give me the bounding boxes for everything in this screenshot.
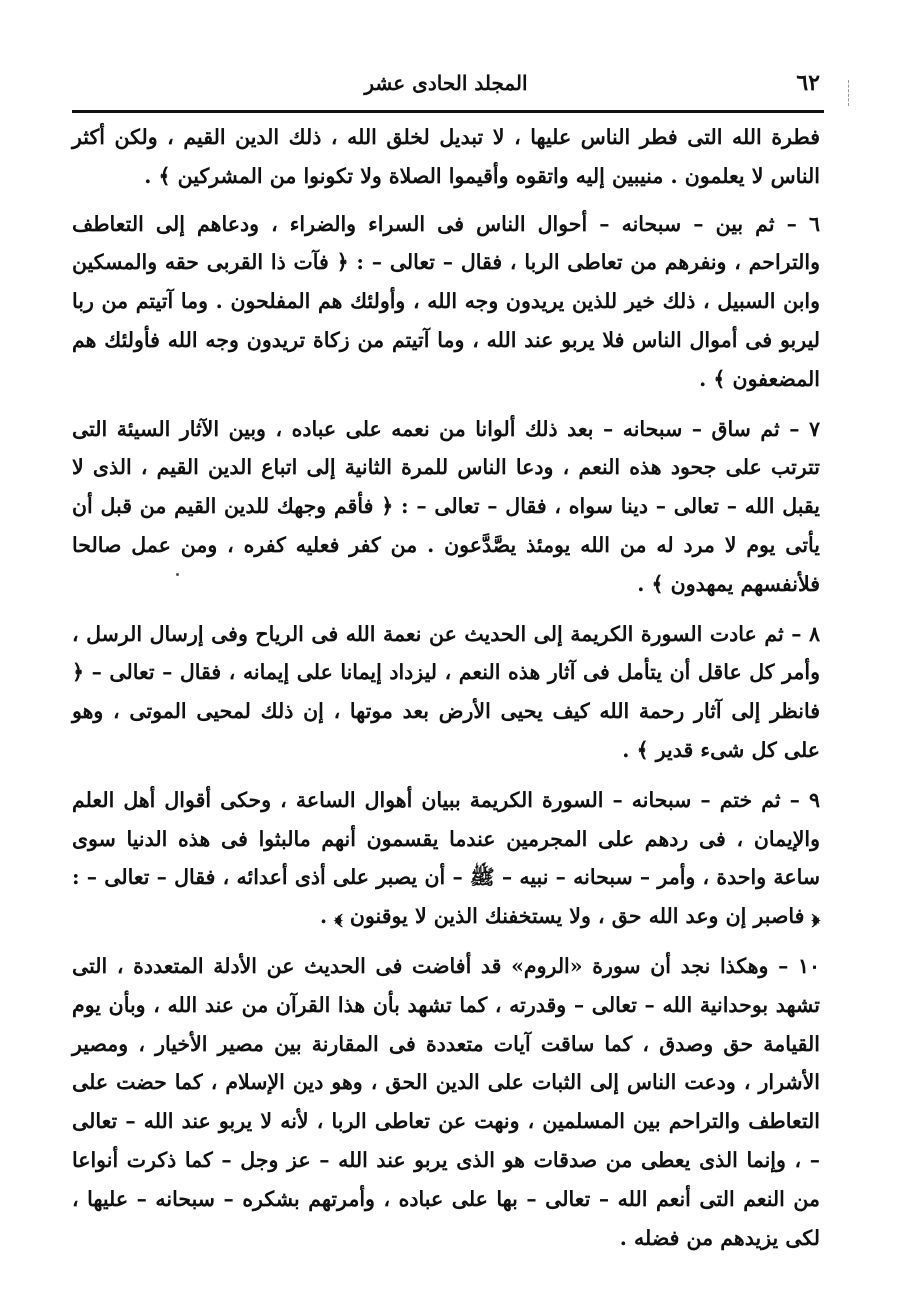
scan-speck xyxy=(176,573,179,576)
paragraph-7: ٧ – ثم ساق – سبحانه – بعد ذلك ألوانا من نعمه على عباده ، وبين الآثار السيئة التى تترتب على جحود هذه النعم ، ودعا الناس للمرة الثانية إلى اتباع الدين القيم ، الذى لا يقبل الله – تعالى – دينا سواه ، فقال – تعالى – : ﴿ فأقم وجهك للدين القيم من قبل أن يأتى يوم لا مرد له من الله يومئذ يصَّدَّعون . من كفر فعليه كفره ، ومن عمل صالحا فلأنفسهم يمهدون ﴾ . xyxy=(72,416,820,596)
paragraph-10: ١٠ – وهكذا نجد أن سورة «الروم» قد أفاضت فى الحديث عن الأدلة المتعددة ، التى تشهد بوحدانية الله – تعالى – وقدرته ، كما تشهد بأن هذا القرآن من عند الله ، وبأن يوم القيامة حق وصدق ، كما ساقت آيات متعددة فى المقارنة بين مصير الأخيار ، ومصير الأشرار ، ودعت الناس إلى الثبات على الدين الحق ، وهو دين الإسلام ، كما حضت على التعاطف والتراحم بين المسلمين ، ونهت عن تعاطى الربا ، لأنه لا يربو عند الله – تعالى – ، وإنما الذى يعطى من صدقات هو الذى يربو عند الله – عز وجل – كما ذكرت أنواعا من النعم التى أنعم الله – تعالى – بها على عباده ، وأمرتهم بشكره – سبحانه – عليها ، لكى يزيدهم من فضله . xyxy=(72,953,820,1250)
running-title: المجلد الحادى عشر xyxy=(364,71,528,95)
body-text xyxy=(72,118,820,1268)
paragraph-9: ٩ – ثم ختم – سبحانه – السورة الكريمة ببيان أهوال الساعة ، وحكى أقوال أهل العلم والإيمان ، فى ردهم على المجرمين عندما يقسمون أنهم مالبثوا فى هذه الدنيا سوى ساعة واحدة ، وأمر – سبحانه – نبيه – ﷺ – أن يصبر على أذى أعدائه ، فقال – تعالى – : ﴿ فاصبر إن وعد الله حق ، ولا يستخفنك الذين لا يوقنون ﴾ . xyxy=(72,787,820,929)
paragraph-6: ٦ – ثم بين – سبحانه – أحوال الناس فى السراء والضراء ، ودعاهم إلى التعاطف والتراحم ، ونفرهم من تعاطى الربا ، فقال – تعالى – : ﴿ فآت ذا القربى حقه والمسكين وابن السبيل ، ذلك خير للذين يريدون وجه الله ، وأولئك هم المفلحون . وما آتيتم من ربا ليربو فى أموال الناس فلا يربو عند الله ، وما آتيتم من زكاة تريدون وجه الله فأولئك هم المضعفون ﴾ . xyxy=(72,211,820,391)
margin-mark xyxy=(848,80,849,106)
page-number: ٦٢ xyxy=(796,70,820,96)
header-divider xyxy=(72,110,824,113)
page-header xyxy=(72,68,820,110)
paragraph-8: ٨ – ثم عادت السورة الكريمة إلى الحديث عن نعمة الله فى الرياح وفى إرسال الرسل ، وأمر كل عاقل أن يتأمل فى آثار هذه النعم ، ليزداد إيمانا على إيمانه ، فقال – تعالى – ﴿ فانظر إلى آثار رحمة الله كيف يحيى الأرض بعد موتها ، إن ذلك لمحيى الموتى ، وهو على كل شىء قدير ﴾ . xyxy=(72,621,820,762)
paragraph-continuation: فطرة الله التى فطر الناس عليها ، لا تبديل لخلق الله ، ذلك الدين القيم ، ولكن أكثر الناس لا يعلمون . منيبين إليه واتقوه وأقيموا الصلاة ولا تكونوا من المشركين ﴾ . xyxy=(72,125,820,188)
